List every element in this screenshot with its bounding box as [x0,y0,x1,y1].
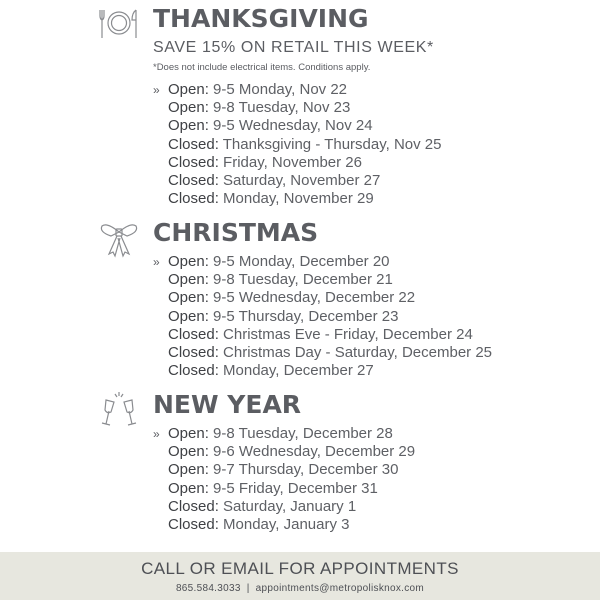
status-label: Open: [168,289,209,307]
hours-detail: 9-5 Monday, Nov 22 [213,81,348,98]
status-label: Open: [168,461,209,479]
email-link[interactable]: appointments@metropolisknox.com [255,583,425,594]
hours-detail: Christmas Day - Saturday, December 25 [223,343,493,361]
status-label: Closed: [168,190,219,208]
hours-detail: 9-6 Wednesday, December 29 [213,443,416,461]
status-label: Open: [168,425,209,442]
hours-detail: 9-8 Tuesday, December 21 [213,271,393,289]
status-label: Open: [168,81,209,98]
hours-detail: 9-5 Friday, December 31 [213,479,378,497]
hours-detail: Monday, November 29 [223,190,374,208]
status-label: Closed: [168,171,219,189]
hours-row [153,190,441,208]
footer-title: CALL OR EMAIL FOR APPOINTMENTS [141,559,459,578]
hours-row [153,480,415,498]
status-label: Closed: [168,325,219,343]
status-label: Closed: [168,362,219,380]
hours-detail: Christmas Eve - Friday, December 24 [223,325,473,343]
hours-detail: 9-8 Tuesday, Nov 23 [213,99,351,117]
hours-row [153,136,441,154]
bow-icon [98,218,140,258]
footer-banner [0,552,600,600]
hours-row [153,308,492,326]
hours-row [153,117,441,135]
new-year-hours [153,425,415,534]
status-label: Open: [168,117,209,135]
bullet-arrow: » [153,427,160,441]
status-label: Closed: [168,515,219,533]
status-label: Open: [168,443,209,461]
hours-detail: 9-5 Wednesday, December 22 [213,289,416,307]
hours-row [153,154,441,172]
bullet-arrow: » [153,255,160,269]
plate-utensils-icon [98,2,140,42]
hours-row [153,326,492,344]
hours-row [153,81,441,99]
hours-detail: 9-5 Wednesday, Nov 24 [213,117,373,135]
status-label: Open: [168,253,209,270]
status-label: Open: [168,99,209,117]
hours-row [153,271,492,289]
hours-detail: Monday, January 3 [223,515,350,533]
promo-disclaimer: *Does not include electrical items. Conditions apply. [153,62,371,73]
status-label: Closed: [168,343,219,361]
hours-detail: Saturday, January 1 [223,497,357,515]
hours-row [153,99,441,117]
status-label: Closed: [168,135,219,153]
hours-detail: Thanksgiving - Thursday, Nov 25 [222,135,442,153]
status-label: Open: [168,479,209,497]
hours-detail: 9-5 Thursday, December 23 [213,307,399,325]
christmas-title: CHRISTMAS [153,218,319,247]
hours-row [153,498,415,516]
status-label: Closed: [168,153,219,171]
hours-detail: 9-5 Monday, December 20 [213,253,390,270]
phone-link[interactable]: 865.584.3033 [175,583,241,594]
new-year-title: NEW YEAR [153,390,302,419]
thanksgiving-title: THANKSGIVING [153,4,369,33]
hours-row [153,253,492,271]
thanksgiving-hours [153,81,441,208]
christmas-hours [153,253,492,380]
hours-row [153,289,492,307]
hours-row [153,362,492,380]
promo-text: SAVE 15% ON RETAIL THIS WEEK* [153,39,434,56]
hours-row [153,443,415,461]
status-label: Closed: [168,497,219,515]
hours-row [153,172,441,190]
status-label: Open: [168,271,209,289]
champagne-glasses-icon [98,390,140,430]
hours-detail: Saturday, November 27 [223,171,381,189]
hours-row [153,344,492,362]
hours-detail: Friday, November 26 [223,153,362,171]
hours-detail: 9-8 Tuesday, December 28 [213,425,393,442]
hours-detail: Monday, December 27 [223,362,374,380]
bullet-arrow: » [153,83,160,97]
footer-contact [0,583,600,594]
hours-row [153,516,415,534]
status-label: Open: [168,307,209,325]
hours-row [153,461,415,479]
contact-separator: | [246,583,250,594]
hours-row [153,425,415,443]
hours-detail: 9-7 Thursday, December 30 [213,461,399,479]
